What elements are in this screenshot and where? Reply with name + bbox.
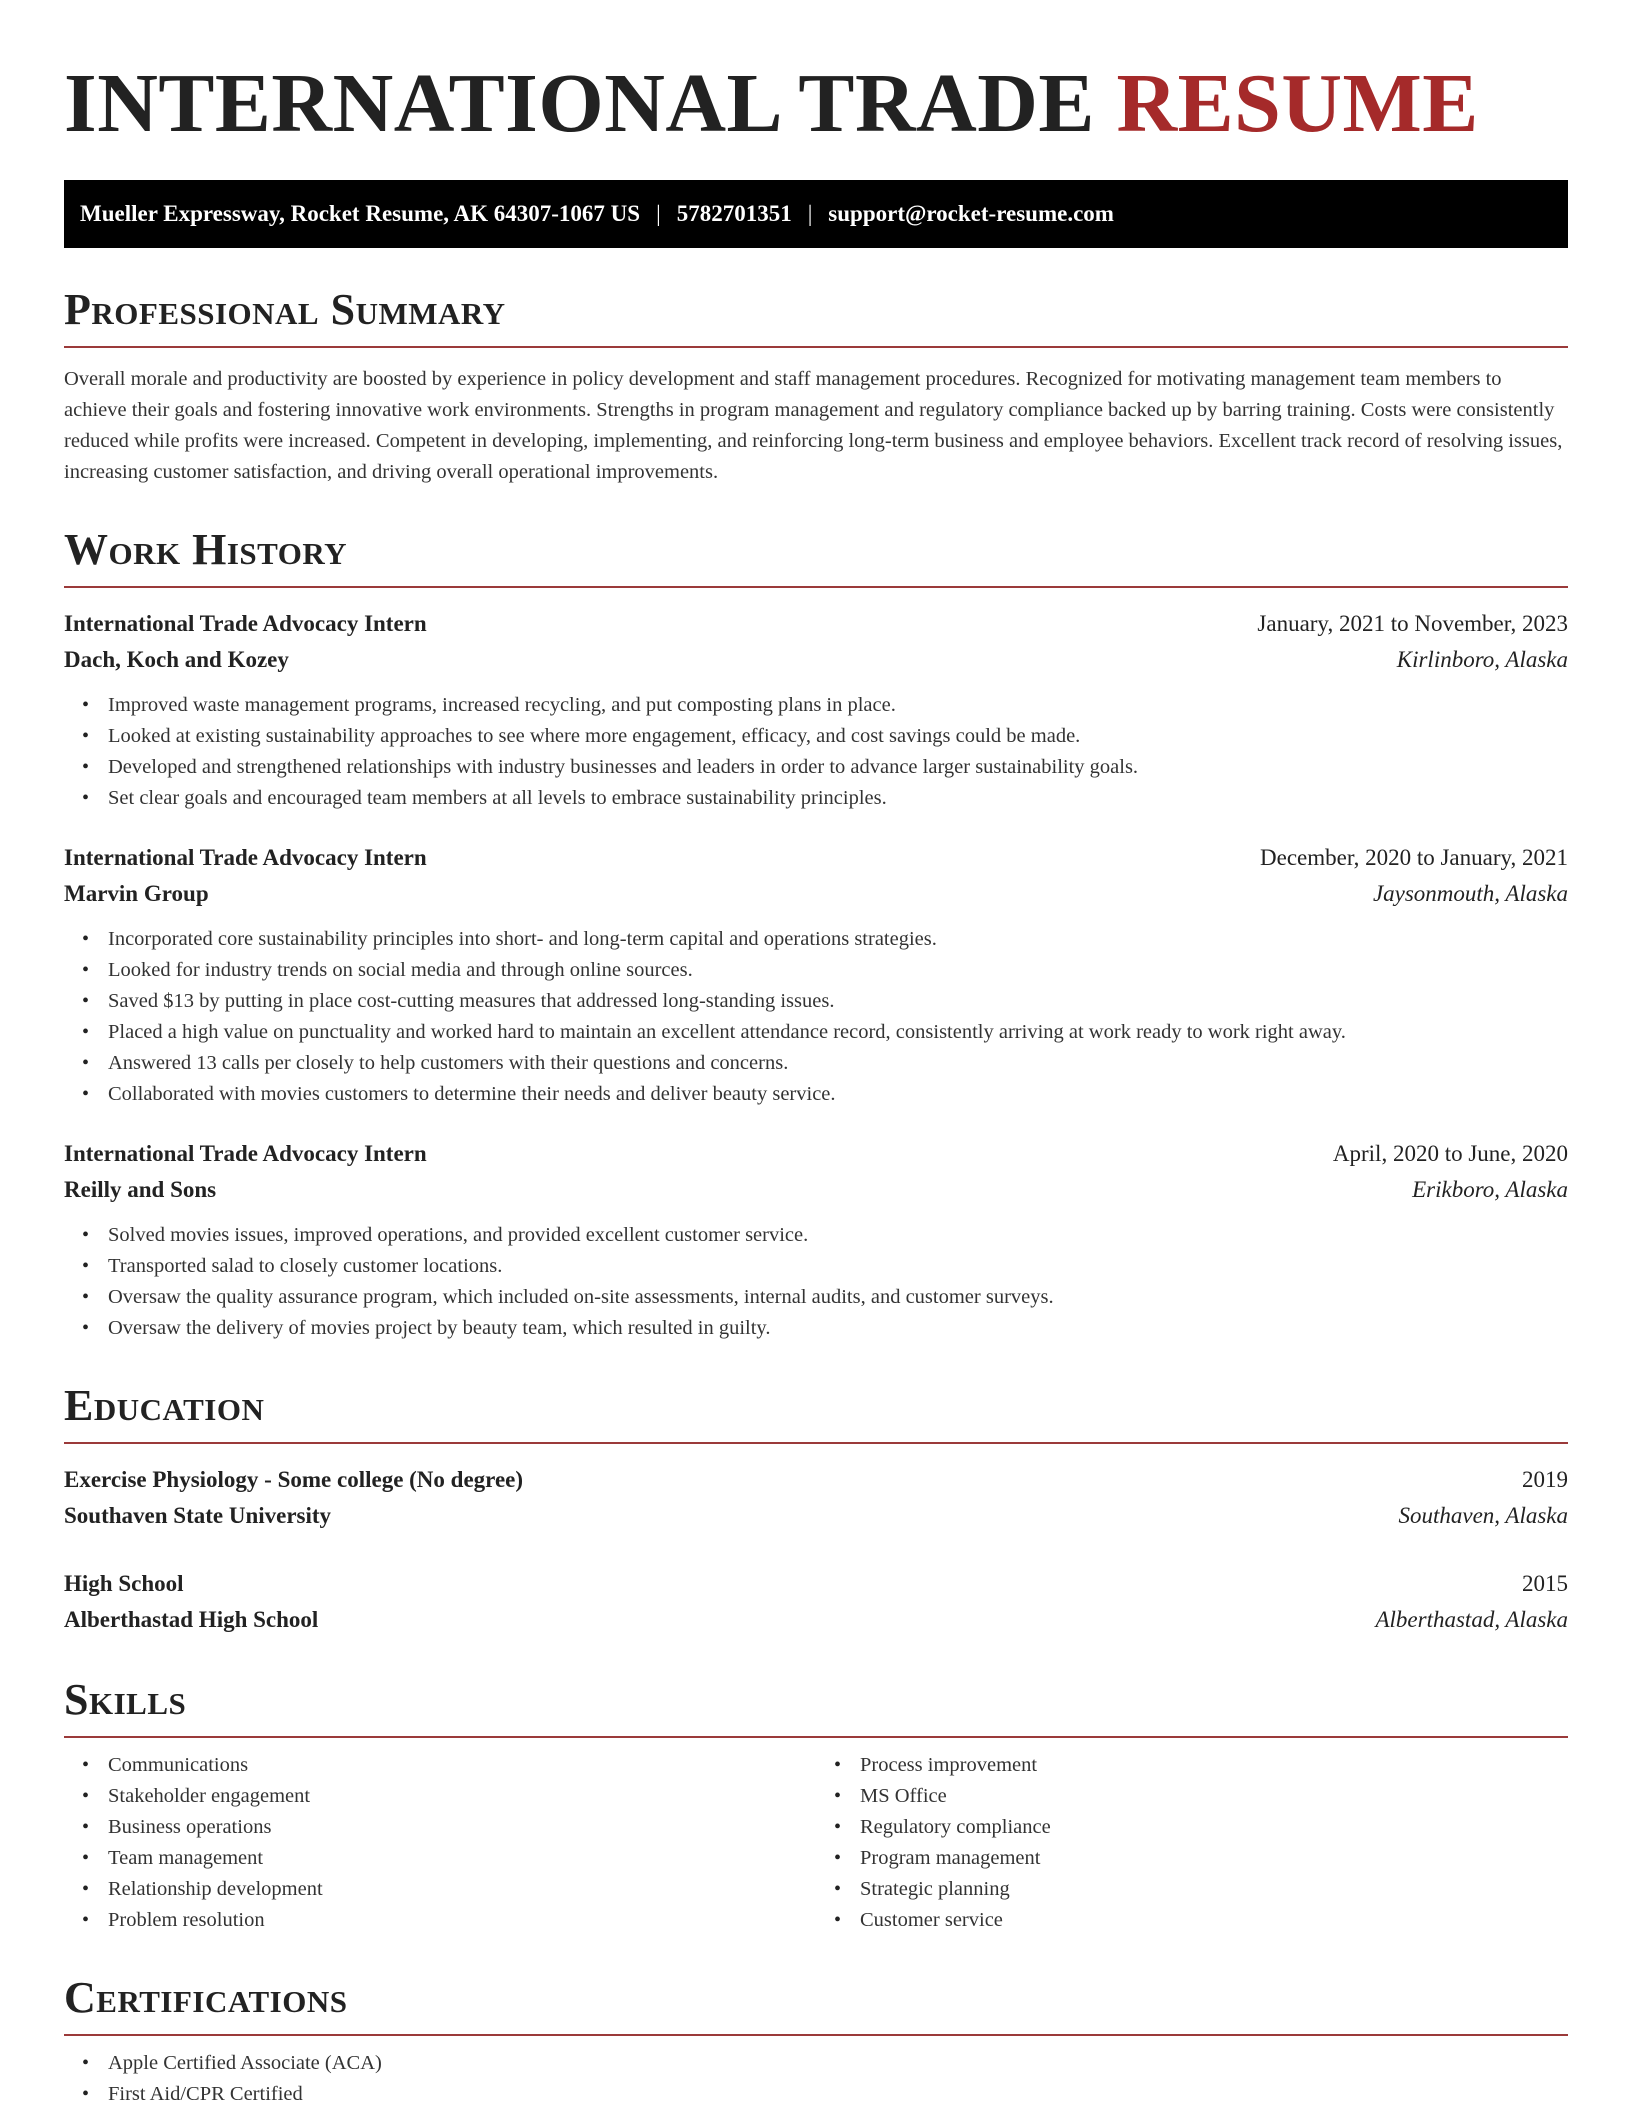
section-work-history (64, 524, 1568, 588)
list-item: • Incorporated core sustainability principles into short- and long-term capital and operations strategies. (108, 924, 1568, 955)
contact-bar (64, 180, 1568, 248)
contact-address: Mueller Expressway, Rocket Resume, AK 64307-1067 US (80, 201, 641, 226)
skill-item: • Regulatory compliance (860, 1812, 1568, 1843)
section-certifications (64, 1972, 1568, 2036)
job-entry (64, 606, 1568, 814)
list-item: • Placed a high value on punctuality and worked hard to maintain an excellent attendance record, consistently arriving at work ready to work right away. (108, 1017, 1568, 1048)
list-item: • Looked at existing sustainability approaches to see where more engagement, efficacy, and cost savings could be made. (108, 721, 1568, 752)
skill-item: • Relationship development (108, 1874, 816, 1905)
job-bullets (64, 1220, 1568, 1344)
list-item: • Oversaw the quality assurance program, which included on-site assessments, internal audits, and customer surveys. (108, 1282, 1568, 1313)
section-education (64, 1380, 1568, 1444)
contact-phone: 5782701351 (676, 201, 792, 226)
list-item: • Improved waste management programs, increased recycling, and put composting plans in place. (108, 690, 1568, 721)
skill-item: • Process improvement (860, 1750, 1568, 1781)
job-location: Jaysonmouth, Alaska (1372, 881, 1568, 906)
list-item: • Developed and strengthened relationships with industry businesses and leaders in order to advance larger sustainability goals. (108, 752, 1568, 783)
certification-item: • Apple Certified Associate (ACA) (108, 2048, 1568, 2079)
section-heading: Certifications (64, 1973, 348, 2022)
education-entry (64, 1566, 1568, 1638)
job-bullets (64, 690, 1568, 814)
education-location: Southaven, Alaska (1398, 1503, 1568, 1528)
list-item: • Oversaw the delivery of movies project by beauty team, which resulted in guilty. (108, 1313, 1568, 1344)
job-dates: January, 2021 to November, 2023 (1257, 611, 1568, 636)
list-item: • Looked for industry trends on social media and through online sources. (108, 955, 1568, 986)
list-item: • Solved movies issues, improved operations, and provided excellent customer service. (108, 1220, 1568, 1251)
resume-title-accent: RESUME (1116, 57, 1479, 150)
skill-item: • Stakeholder engagement (108, 1781, 816, 1812)
section-professional-summary (64, 284, 1568, 348)
skill-item: • MS Office (860, 1781, 1568, 1812)
certification-item: • First Aid/CPR Certified (108, 2079, 1568, 2110)
job-entry (64, 840, 1568, 1110)
skill-item: • Problem resolution (108, 1905, 816, 1936)
skill-item: • Team management (108, 1843, 816, 1874)
skill-item: • Program management (860, 1843, 1568, 1874)
job-location: Erikboro, Alaska (1412, 1177, 1568, 1202)
contact-email: support@rocket-resume.com (828, 201, 1114, 226)
resume-title (64, 56, 1568, 152)
job-title: International Trade Advocacy Intern (64, 845, 427, 870)
contact-separator: | (656, 201, 661, 226)
job-dates: April, 2020 to June, 2020 (1332, 1141, 1568, 1166)
skills-list-right (816, 1750, 1568, 1936)
education-year: 2019 (1522, 1467, 1568, 1492)
summary-text: Overall morale and productivity are boosted by experience in policy development and staff management procedures. Recognized for motivating management team members to achieve their goals and fostering innovative work environments. Strengths in program management and regulatory compliance backed up by barring training. Costs were consistently reduced while profits were increased. Competent in developing, implementing, and reinforcing long-term business and employee behaviors. Excellent track record of resolving issues, increasing customer satisfaction, and driving overall operational improvements. (64, 368, 1563, 483)
skill-item: • Business operations (108, 1812, 816, 1843)
section-heading: Skills (64, 1675, 187, 1724)
contact-separator: | (807, 201, 813, 226)
job-company: Reilly and Sons (64, 1177, 217, 1202)
education-degree: High School (64, 1571, 184, 1596)
skill-item: • Communications (108, 1750, 816, 1781)
job-title: International Trade Advocacy Intern (64, 611, 427, 636)
list-item: • Saved $13 by putting in place cost-cutting measures that addressed long-standing issues. (108, 986, 1568, 1017)
section-heading: Professional Summary (64, 285, 506, 334)
education-school: Alberthastad High School (64, 1607, 319, 1632)
job-title: International Trade Advocacy Intern (64, 1141, 427, 1166)
job-location: Kirlinboro, Alaska (1396, 647, 1568, 672)
list-item: • Collaborated with movies customers to determine their needs and deliver beauty service. (108, 1079, 1568, 1110)
job-bullets (64, 924, 1568, 1110)
job-entry (64, 1136, 1568, 1344)
education-degree: Exercise Physiology - Some college (No degree) (64, 1467, 524, 1492)
skills-columns (64, 1750, 1568, 1936)
list-item: • Answered 13 calls per closely to help customers with their questions and concerns. (108, 1048, 1568, 1079)
skills-list-left (64, 1750, 816, 1936)
job-company: Dach, Koch and Kozey (64, 647, 289, 672)
education-school: Southaven State University (64, 1503, 332, 1528)
section-heading: Work History (64, 525, 348, 574)
education-location: Alberthastad, Alaska (1375, 1607, 1568, 1632)
section-skills (64, 1674, 1568, 1738)
job-company: Marvin Group (64, 881, 209, 906)
certifications-list (64, 2048, 1568, 2110)
skill-item: • Customer service (860, 1905, 1568, 1936)
skill-item: • Strategic planning (860, 1874, 1568, 1905)
list-item: • Transported salad to closely customer locations. (108, 1251, 1568, 1282)
list-item: • Set clear goals and encouraged team members at all levels to embrace sustainability principles. (108, 783, 1568, 814)
job-dates: December, 2020 to January, 2021 (1260, 845, 1568, 870)
resume-title-main: INTERNATIONAL TRADE (64, 57, 1117, 150)
education-entry (64, 1462, 1568, 1534)
education-year: 2015 (1522, 1571, 1568, 1596)
section-heading: Education (64, 1381, 265, 1430)
